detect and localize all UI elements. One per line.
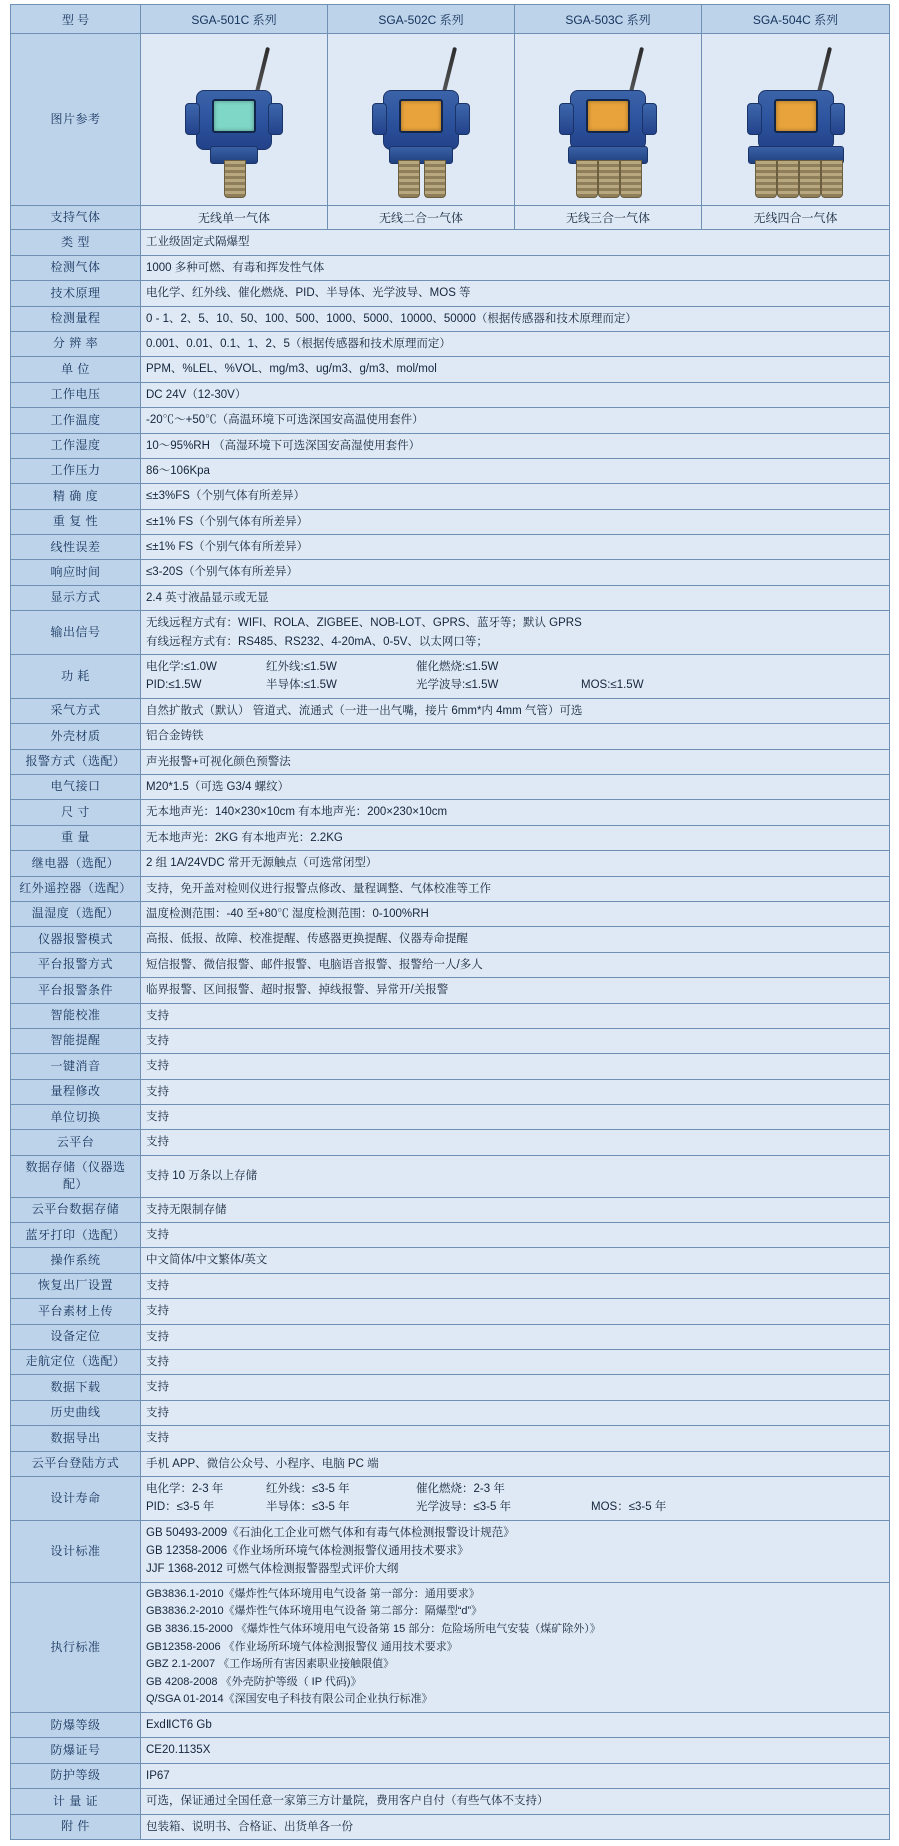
output-wired-line: 有线远程方式有：RS485、RS232、4-20mA、0-5V、以太网口等；: [146, 635, 488, 648]
power-infrared: 红外线:≤1.5W: [266, 661, 337, 674]
execution-standard-row: [11, 1582, 890, 1712]
row-label-smart-calibration: 智能校准: [11, 1003, 141, 1028]
output-signal-label: 输出信号: [11, 611, 141, 655]
row-label-accessories: 附 件: [11, 1814, 141, 1839]
power-pid: PID:≤1.5W: [146, 679, 202, 692]
row-label-ip-grade: 防护等级: [11, 1763, 141, 1788]
execution-standard-value: [141, 1582, 890, 1712]
row-label-factory-reset: 恢复出厂设置: [11, 1273, 141, 1298]
row-label-repeatability: 重 复 性: [11, 509, 141, 534]
execution-standard-line: GB 3836.15-2000 《爆炸性气体环境用电气设备第 15 部分：危险场所电气安装（煤矿除外）》: [146, 1623, 601, 1636]
power-mos: MOS:≤1.5W: [581, 679, 644, 692]
row-label-unit: 单 位: [11, 357, 141, 382]
table-row: [11, 1079, 890, 1104]
row-value-linearity: ≤±1% FS（个别气体有所差异）: [141, 535, 890, 560]
table-row: [11, 560, 890, 585]
detector-image-501c: [141, 34, 328, 206]
row-label-instrument-alarm-mode: 仪器报警模式: [11, 927, 141, 952]
table-row: [11, 1451, 890, 1476]
supported-gas-501c: 无线单一气体: [141, 206, 328, 230]
row-value-accessories: 包装箱、说明书、合格证、出货单各一份: [141, 1814, 890, 1839]
power-consumption-row: [11, 655, 890, 699]
supported-gas-label: 支持气体: [11, 206, 141, 230]
header-model-501c: SGA-501C 系列: [141, 5, 328, 34]
row-value-metrology-cert: 可选，保证通过全国任意一家第三方计量院，费用客户自付（有些气体不支持）: [141, 1789, 890, 1814]
table-row: [11, 1248, 890, 1273]
row-value-mobile-location: 支持: [141, 1349, 890, 1374]
table-row: [11, 825, 890, 850]
row-label-metrology-cert: 计 量 证: [11, 1789, 141, 1814]
row-label-one-key-mute: 一键消音: [11, 1054, 141, 1079]
table-row: [11, 952, 890, 977]
row-label-ex-cert: 防爆证号: [11, 1738, 141, 1763]
row-label-platform-alarm-condition: 平台报警条件: [11, 978, 141, 1003]
detector-image-504c: [702, 34, 890, 206]
row-label-temp-humidity: 温湿度（选配）: [11, 901, 141, 926]
row-value-history-curve: 支持: [141, 1400, 890, 1425]
row-value-alarm-mode: 声光报警+可视化颜色预警法: [141, 749, 890, 774]
table-row: [11, 230, 890, 255]
row-label-range: 检测量程: [11, 306, 141, 331]
specification-table: [10, 4, 890, 1840]
row-label-alarm-mode: 报警方式（选配）: [11, 749, 141, 774]
table-row: [11, 1814, 890, 1839]
row-label-mobile-location: 走航定位（选配）: [11, 1349, 141, 1374]
table-row: [11, 1003, 890, 1028]
row-label-unit-switch: 单位切换: [11, 1105, 141, 1130]
power-electrochemical: 电化学:≤1.0W: [146, 661, 217, 674]
table-row: [11, 1349, 890, 1374]
row-label-shell-material: 外壳材质: [11, 724, 141, 749]
row-label-accuracy: 精 确 度: [11, 484, 141, 509]
row-value-temp-humidity: 温度检测范围：-40 至+80℃ 湿度检测范围：0-100%RH: [141, 901, 890, 926]
table-row: [11, 1763, 890, 1788]
table-row: [11, 331, 890, 356]
life-mos: MOS：≤3-5 年: [591, 1501, 667, 1514]
table-row: [11, 1197, 890, 1222]
row-value-ir-remote: 支持，免开盖对检则仪进行报警点修改、量程调整、气体校准等工作: [141, 876, 890, 901]
power-optical-waveguide: 光学波导:≤1.5W: [416, 679, 499, 692]
supported-gas-504c: 无线四合一气体: [702, 206, 890, 230]
table-row: [11, 357, 890, 382]
row-value-unit-switch: 支持: [141, 1105, 890, 1130]
header-model-502c: SGA-502C 系列: [328, 5, 515, 34]
row-value-weight: 无本地声光：2KG 有本地声光：2.2KG: [141, 825, 890, 850]
table-row: [11, 255, 890, 280]
detector-image-503c: [515, 34, 702, 206]
row-value-platform-alarm-mode: 短信报警、微信报警、邮件报警、电脑语音报警、报警给一人/多人: [141, 952, 890, 977]
life-blank: [591, 1480, 746, 1498]
design-standard-value: [141, 1520, 890, 1582]
table-row: [11, 774, 890, 799]
row-label-humidity: 工作湿度: [11, 433, 141, 458]
table-row: [11, 1105, 890, 1130]
row-value-accuracy: ≤±3%FS（个别气体有所差异）: [141, 484, 890, 509]
table-row: [11, 1713, 890, 1738]
row-value-range-modify: 支持: [141, 1079, 890, 1104]
supported-gas-502c: 无线二合一气体: [328, 206, 515, 230]
execution-standard-line: GBZ 2.1-2007 《工作场所有害因素职业接触限值》: [146, 1658, 395, 1671]
row-value-instrument-alarm-mode: 高报、低报、故障、校准提醒、传感器更换提醒、仪器寿命提醒: [141, 927, 890, 952]
table-row: [11, 749, 890, 774]
header-model-504c: SGA-504C 系列: [702, 5, 890, 34]
life-catalytic: 催化燃烧：2-3 年: [416, 1482, 505, 1495]
row-label-cloud-storage: 云平台数据存储: [11, 1197, 141, 1222]
table-row: [11, 281, 890, 306]
row-label-display: 显示方式: [11, 585, 141, 610]
header-model-503c: SGA-503C 系列: [515, 5, 702, 34]
table-row: [11, 1324, 890, 1349]
row-value-range: 0 - 1、2、5、10、50、100、500、1000、5000、10000、50000（根据传感器和技术原理而定）: [141, 306, 890, 331]
design-standard-line: GB 50493-2009《石油化工企业可燃气体和有毒气体检测报警设计规范》: [146, 1526, 515, 1539]
table-row: [11, 800, 890, 825]
row-value-humidity: 10～95%RH （高湿环境下可选深国安高湿使用套件）: [141, 433, 890, 458]
row-value-relay: 2 组 1A/24VDC 常开无源触点（可选常闭型）: [141, 851, 890, 876]
table-row: [11, 1738, 890, 1763]
table-row: [11, 1054, 890, 1079]
table-row: [11, 927, 890, 952]
table-row: [11, 408, 890, 433]
row-value-device-location: 支持: [141, 1324, 890, 1349]
execution-standard-line: GB3836.1-2010《爆炸性气体环境用电气设备 第一部分：通用要求》: [146, 1587, 480, 1600]
table-row: [11, 1299, 890, 1324]
row-label-ir-remote: 红外遥控器（选配）: [11, 876, 141, 901]
row-value-cloud-storage: 支持无限制存储: [141, 1197, 890, 1222]
row-label-relay: 继电器（选配）: [11, 851, 141, 876]
table-header-row: [11, 5, 890, 34]
row-label-platform-alarm-mode: 平台报警方式: [11, 952, 141, 977]
table-row: [11, 1400, 890, 1425]
row-value-principle: 电化学、红外线、催化燃烧、PID、半导体、光学波导、MOS 等: [141, 281, 890, 306]
life-infrared: 红外线：≤3-5 年: [266, 1482, 350, 1495]
row-label-weight: 重 量: [11, 825, 141, 850]
row-label-range-modify: 量程修改: [11, 1079, 141, 1104]
row-label-cloud-login: 云平台登陆方式: [11, 1451, 141, 1476]
table-row: [11, 1155, 890, 1197]
table-row: [11, 1789, 890, 1814]
row-label-smart-reminder: 智能提醒: [11, 1028, 141, 1053]
row-value-detect-gas: 1000 多种可燃、有毒和挥发性气体: [141, 255, 890, 280]
row-value-temperature: -20℃～+50℃（高温环境下可选深国安高温使用套件）: [141, 408, 890, 433]
table-row: [11, 1028, 890, 1053]
row-value-type: 工业级固定式隔爆型: [141, 230, 890, 255]
execution-standard-label: 执行标准: [11, 1582, 141, 1712]
image-row: [11, 34, 890, 206]
power-consumption-label: 功 耗: [11, 655, 141, 699]
row-value-data-export: 支持: [141, 1426, 890, 1451]
row-value-operating-system: 中文简体/中文繁体/英文: [141, 1248, 890, 1273]
row-label-ex-grade: 防爆等级: [11, 1713, 141, 1738]
life-pid: PID：≤3-5 年: [146, 1501, 215, 1514]
table-row: [11, 724, 890, 749]
table-row: [11, 698, 890, 723]
row-value-display: 2.4 英寸液晶显示或无显: [141, 585, 890, 610]
row-value-electrical-interface: M20*1.5（可选 G3/4 螺纹）: [141, 774, 890, 799]
row-label-temperature: 工作温度: [11, 408, 141, 433]
row-value-ex-cert: CE20.1135X: [141, 1738, 890, 1763]
execution-standard-line: GB 4208-2008 《外壳防护等级（ IP 代码)》: [146, 1675, 362, 1688]
table-row: [11, 1223, 890, 1248]
table-row: [11, 1273, 890, 1298]
row-label-material-upload: 平台素材上传: [11, 1299, 141, 1324]
row-label-history-curve: 历史曲线: [11, 1400, 141, 1425]
table-row: [11, 585, 890, 610]
row-value-factory-reset: 支持: [141, 1273, 890, 1298]
table-row: [11, 1130, 890, 1155]
design-standard-label: 设计标准: [11, 1520, 141, 1582]
table-row: [11, 901, 890, 926]
design-standard-line: JJF 1368-2012 可燃气体检测报警器型式评价大纲: [146, 1563, 399, 1576]
table-row: [11, 1426, 890, 1451]
table-row: [11, 509, 890, 534]
row-label-data-export: 数据导出: [11, 1426, 141, 1451]
supported-gas-row: [11, 206, 890, 230]
execution-standard-line: GB3836.2-2010《爆炸性气体环境用电气设备 第二部分：隔爆型“d”》: [146, 1605, 483, 1618]
table-row: [11, 433, 890, 458]
row-label-pressure: 工作压力: [11, 458, 141, 483]
table-row: [11, 458, 890, 483]
row-value-ip-grade: IP67: [141, 1763, 890, 1788]
row-value-one-key-mute: 支持: [141, 1054, 890, 1079]
row-value-ex-grade: ExdⅡCT6 Gb: [141, 1713, 890, 1738]
design-standard-line: GB 12358-2006《作业场所环境气体检测报警仪通用技术要求》: [146, 1545, 469, 1558]
table-row: [11, 876, 890, 901]
header-model-label: 型 号: [11, 5, 141, 34]
output-signal-row: [11, 611, 890, 655]
row-value-voltage: DC 24V（12-30V）: [141, 382, 890, 407]
row-value-cloud-platform: 支持: [141, 1130, 890, 1155]
table-row: [11, 382, 890, 407]
row-value-smart-calibration: 支持: [141, 1003, 890, 1028]
row-value-unit: PPM、%LEL、%VOL、mg/m3、ug/m3、g/m3、mol/mol: [141, 357, 890, 382]
table-row: [11, 978, 890, 1003]
row-value-bluetooth-print: 支持: [141, 1223, 890, 1248]
design-life-value: [141, 1476, 890, 1520]
row-label-linearity: 线性误差: [11, 535, 141, 560]
detector-image-502c: [328, 34, 515, 206]
output-wireless-line: 无线远程方式有：WIFI、ROLA、ZIGBEE、NOB-LOT、GPRS、蓝牙等；默认 GPRS: [146, 617, 582, 630]
row-label-cloud-platform: 云平台: [11, 1130, 141, 1155]
row-label-data-download: 数据下载: [11, 1375, 141, 1400]
row-value-sampling: 自然扩散式（默认） 管道式、流通式（一进一出气嘴，接片 6mm*内 4mm 气管）可选: [141, 698, 890, 723]
row-value-platform-alarm-condition: 临界报警、区间报警、超时报警、掉线报警、异常开/关报警: [141, 978, 890, 1003]
row-label-voltage: 工作电压: [11, 382, 141, 407]
supported-gas-503c: 无线三合一气体: [515, 206, 702, 230]
row-value-data-storage: 支持 10 万条以上存储: [141, 1155, 890, 1197]
row-value-size: 无本地声光：140×230×10cm 有本地声光：200×230×10cm: [141, 800, 890, 825]
design-life-row: [11, 1476, 890, 1520]
row-value-response-time: ≤3-20S（个别气体有所差异）: [141, 560, 890, 585]
row-value-material-upload: 支持: [141, 1299, 890, 1324]
execution-standard-line: Q/SGA 01-2014《深国安电子科技有限公司企业执行标准》: [146, 1693, 433, 1706]
row-label-operating-system: 操作系统: [11, 1248, 141, 1273]
power-consumption-value: [141, 655, 890, 699]
row-label-bluetooth-print: 蓝牙打印（选配）: [11, 1223, 141, 1248]
row-label-electrical-interface: 电气接口: [11, 774, 141, 799]
power-blank: [581, 658, 741, 676]
row-label-sampling: 采气方式: [11, 698, 141, 723]
life-electrochemical: 电化学：2-3 年: [146, 1482, 224, 1495]
row-label-resolution: 分 辨 率: [11, 331, 141, 356]
execution-standard-line: GB12358-2006 《作业场所环境气体检测报警仪 通用技术要求》: [146, 1640, 458, 1653]
table-row: [11, 851, 890, 876]
row-label-data-storage: 数据存储（仪器选配）: [11, 1155, 141, 1197]
life-optical-waveguide: 光学波导：≤3-5 年: [416, 1501, 512, 1514]
row-label-principle: 技术原理: [11, 281, 141, 306]
power-catalytic: 催化燃烧:≤1.5W: [416, 661, 499, 674]
row-label-type: 类 型: [11, 230, 141, 255]
power-semiconductor: 半导体:≤1.5W: [266, 679, 337, 692]
row-value-shell-material: 铝合金铸铁: [141, 724, 890, 749]
row-value-repeatability: ≤±1% FS（个别气体有所差异）: [141, 509, 890, 534]
row-label-detect-gas: 检测气体: [11, 255, 141, 280]
table-row: [11, 484, 890, 509]
table-row: [11, 535, 890, 560]
life-semiconductor: 半导体：≤3-5 年: [266, 1501, 350, 1514]
design-standard-row: [11, 1520, 890, 1582]
row-value-cloud-login: 手机 APP、微信公众号、小程序、电脑 PC 端: [141, 1451, 890, 1476]
row-value-smart-reminder: 支持: [141, 1028, 890, 1053]
image-row-label: 图片参考: [11, 34, 141, 206]
row-value-resolution: 0.001、0.01、0.1、1、2、5（根据传感器和技术原理而定）: [141, 331, 890, 356]
table-row: [11, 1375, 890, 1400]
row-value-data-download: 支持: [141, 1375, 890, 1400]
table-row: [11, 306, 890, 331]
row-label-size: 尺 寸: [11, 800, 141, 825]
row-label-device-location: 设备定位: [11, 1324, 141, 1349]
design-life-label: 设计寿命: [11, 1476, 141, 1520]
output-signal-value: [141, 611, 890, 655]
row-value-pressure: 86～106Kpa: [141, 458, 890, 483]
row-label-response-time: 响应时间: [11, 560, 141, 585]
